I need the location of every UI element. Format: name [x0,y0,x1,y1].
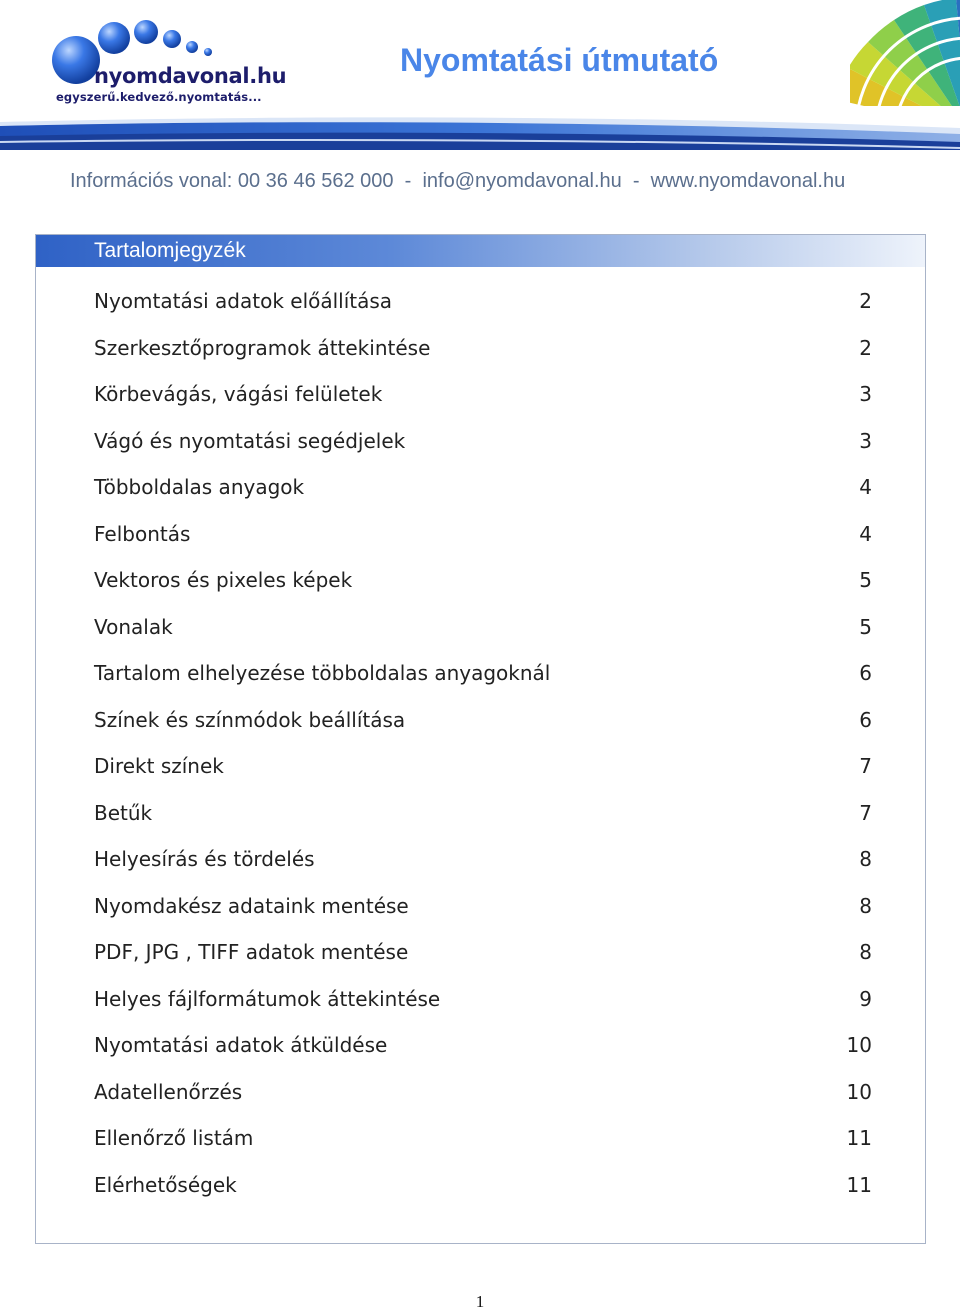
page-number: 1 [475,1292,485,1311]
toc-entry-page: 2 [859,289,872,313]
toc-entry[interactable] [94,661,872,708]
toc-heading: Tartalomjegyzék [94,239,246,262]
toc-entry[interactable] [94,801,872,848]
toc-entry-label: Direkt színek [94,754,224,778]
toc-entry[interactable] [94,754,872,801]
toc-entry[interactable] [94,568,872,615]
toc-list [94,289,872,1219]
toc-entry-page: 3 [859,382,872,406]
toc-entry-page: 4 [859,475,872,499]
toc-entry[interactable] [94,1033,872,1080]
toc-entry-label: Helyes fájlformátumok áttekintése [94,986,441,1011]
toc-entry[interactable] [94,1080,872,1127]
toc-entry-page: 8 [859,940,872,964]
toc-entry[interactable] [94,894,872,941]
toc-entry-label: Vágó és nyomtatási segédjelek [94,428,406,453]
toc-entry-label: Többoldalas anyagok [94,475,305,499]
toc-entry[interactable] [94,522,872,569]
toc-entry[interactable] [94,987,872,1034]
toc-entry-page: 2 [859,335,872,360]
color-wheel-icon [850,0,960,106]
toc-entry-page: 6 [859,707,872,732]
toc-entry-label: Vonalak [94,614,173,639]
toc-entry-page: 7 [859,800,872,825]
toc-entry[interactable] [94,429,872,476]
toc-entry[interactable] [94,1173,872,1220]
table-of-contents [35,234,926,1244]
toc-entry-page: 9 [859,986,872,1011]
toc-entry-page: 5 [859,568,872,592]
header-wave-band [0,108,960,150]
toc-entry[interactable] [94,336,872,383]
toc-entry-label: Adatellenőrzés [94,1079,243,1104]
toc-entry-label: Elérhetőségek [94,1172,237,1197]
toc-entry[interactable] [94,847,872,894]
toc-entry[interactable] [94,708,872,755]
toc-entry-label: Helyesírás és tördelés [94,847,315,871]
toc-entry[interactable] [94,1126,872,1173]
toc-entry[interactable] [94,382,872,429]
toc-entry-page: 4 [859,521,872,546]
toc-entry-page: 11 [846,1172,872,1197]
toc-entry-page: 8 [859,847,872,871]
toc-entry-label: Nyomtatási adatok előállítása [94,289,393,313]
toc-entry[interactable] [94,940,872,987]
toc-entry-label: Tartalom elhelyezése többoldalas anyagoknál [94,661,551,685]
toc-entry-label: Nyomtatási adatok átküldése [94,1033,388,1057]
toc-entry-page: 7 [859,754,872,778]
toc-entry[interactable] [94,615,872,662]
contact-info-line: Információs vonal: 00 36 46 562 000 - info@nyomdavonal.hu - www.nyomdavonal.hu [70,170,846,192]
toc-entry[interactable] [94,475,872,522]
toc-entry-label: Szerkesztőprogramok áttekintése [94,335,431,360]
toc-entry-label: Vektoros és pixeles képek [94,568,353,592]
toc-entry-page: 5 [859,614,872,639]
toc-entry-page: 10 [846,1079,872,1104]
page-header [0,0,960,150]
toc-entry-label: Betűk [94,800,153,825]
toc-entry-label: Nyomdakész adataink mentése [94,893,409,918]
logo-name: nyomdavonal.hu [94,64,287,88]
document-title: Nyomtatási útmutató [400,42,719,78]
logo-slogan: egyszerű.kedvező.nyomtatás... [56,90,262,104]
toc-entry-page: 3 [859,428,872,453]
toc-entry-page: 8 [859,893,872,918]
toc-header-bar [36,235,925,267]
toc-entry-label: Körbevágás, vágási felületek [94,382,383,406]
toc-entry-page: 6 [859,661,872,685]
toc-entry-label: Színek és színmódok beállítása [94,707,406,732]
toc-entry[interactable] [94,289,872,336]
toc-entry-page: 10 [846,1033,872,1057]
toc-entry-page: 11 [846,1126,872,1150]
toc-entry-label: PDF, JPG , TIFF adatok mentése [94,940,409,964]
toc-entry-label: Ellenőrző listám [94,1126,254,1150]
toc-entry-label: Felbontás [94,521,191,546]
